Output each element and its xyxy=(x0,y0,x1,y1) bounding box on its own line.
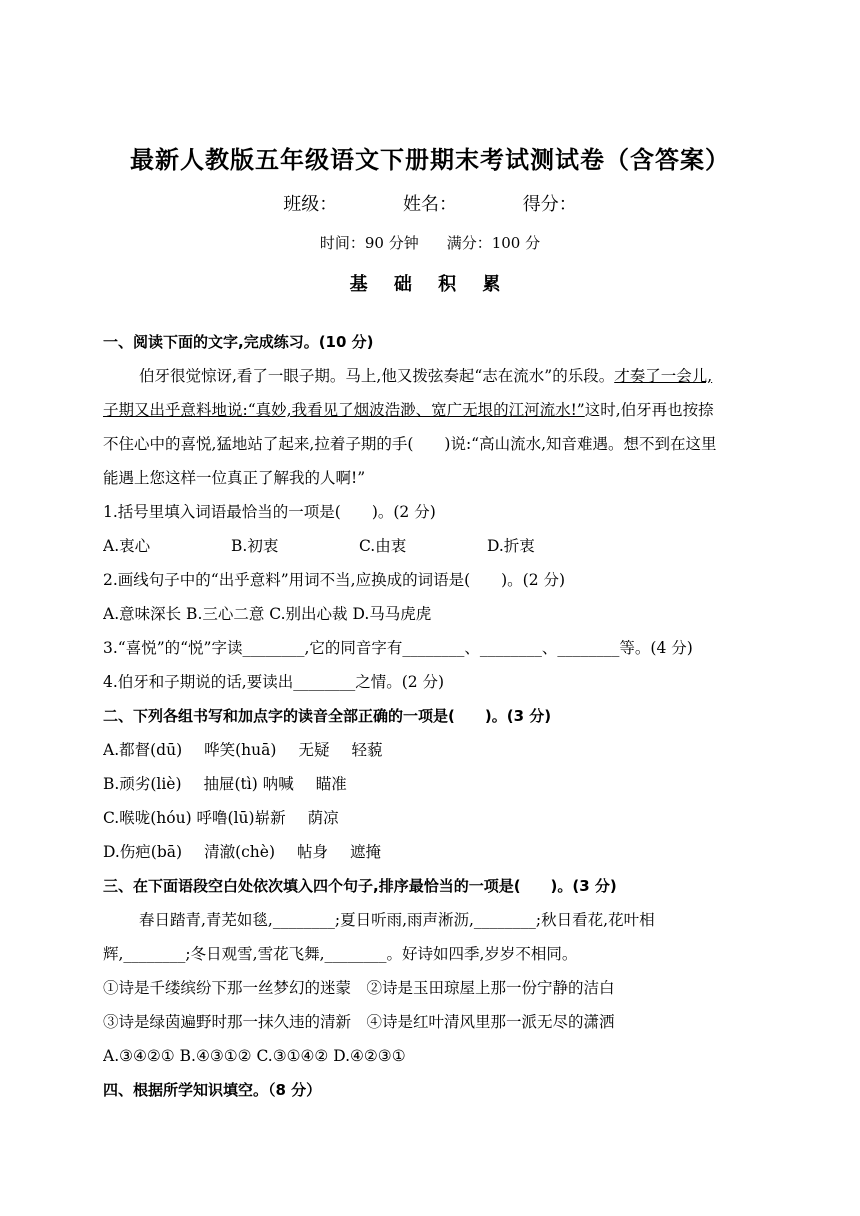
underlined-sentence: 子期又出乎意料地说:“真妙,我看见了烟波浩渺、宽广无垠的江河流水!” xyxy=(103,401,585,419)
question-3-passage-1: 春日踏青,青芜如毯,________;夏日听雨,雨声淅沥,________;秋日看花,花叶相 xyxy=(139,911,655,929)
option-b: B.初衷 xyxy=(231,537,279,555)
sub-question-1-options xyxy=(103,532,779,566)
sub-question-2: 2.画线句子中的“出乎意料”用词不当,应换成的词语是( )。(2 分) xyxy=(103,571,566,589)
question-2-option-c: C.喉咙(hóu) 呼噜(lū)崭新 荫凉 xyxy=(103,809,339,827)
question-3-passage-2: 辉,________;冬日观雪,雪花飞舞,________。好诗如四季,岁岁不相同。 xyxy=(103,945,578,963)
question-3-sentences-1: ①诗是千缕缤纷下那一丝梦幻的迷蒙 ②诗是玉田琼屋上那一份宁静的洁白 xyxy=(103,979,615,997)
questions xyxy=(103,328,779,1110)
question-1-heading: 一、阅读下面的文字,完成练习。(10 分) xyxy=(103,333,374,351)
score-label: 得分： xyxy=(522,194,577,215)
class-label: 班级： xyxy=(283,194,338,215)
question-2-option-b: B.顽劣(liè) 抽屉(tì) 呐喊 瞄准 xyxy=(103,775,347,793)
page-title: 最新人教版五年级语文下册期末考试测试卷（含答案） xyxy=(130,146,730,174)
question-3-sentences-2: ③诗是绿茵遍野时那一抹久违的清新 ④诗是红叶清风里那一派无尽的潇洒 xyxy=(103,1013,615,1031)
question-3-heading: 三、在下面语段空白处依次填入四个句子,排序最恰当的一项是( )。(3 分) xyxy=(103,877,617,895)
full-score-text: 满分：100 分 xyxy=(446,234,541,252)
exam-time-info xyxy=(0,232,860,253)
sub-question-2-options: A.意味深长 B.三心二意 C.别出心裁 D.马马虎虎 xyxy=(103,605,432,623)
option-a: A.衷心 xyxy=(103,537,151,555)
question-3-options: A.③④②① B.④③①② C.③①④② D.④②③① xyxy=(103,1047,406,1065)
option-d: D.折衷 xyxy=(487,537,535,555)
section-title: 基 础 积 累 xyxy=(349,274,511,295)
sub-question-1: 1.括号里填入词语最恰当的一项是( )。(2 分) xyxy=(103,503,436,521)
passage-line-3: 不住心中的喜悦,猛地站了起来,拉着子期的手( )说:“高山流水,知音难遇。想不到在这里 xyxy=(103,435,717,453)
passage-line-1: 伯牙很觉惊讶,看了一眼子期。马上,他又拨弦奏起“志在流水”的乐段。才奏了一会儿, xyxy=(139,367,713,385)
duration-text: 时间：90 分钟 xyxy=(319,234,419,252)
name-label: 姓名： xyxy=(403,194,457,215)
question-2-option-d: D.伤疤(bā) 清澈(chè) 帖身 遮掩 xyxy=(103,843,382,861)
sub-question-4: 4.伯牙和子期说的话,要读出________之情。(2 分) xyxy=(103,673,445,691)
question-2-heading: 二、下列各组书写和加点字的读音全部正确的一项是( )。(3 分) xyxy=(103,707,552,725)
passage-line-4: 能遇上您这样一位真正了解我的人啊!” xyxy=(103,469,366,487)
sub-question-3: 3.“喜悦”的“悦”字读________,它的同音字有________、________、________等。(4 分) xyxy=(103,639,693,657)
passage-line-2: 子期又出乎意料地说:“真妙,我看见了烟波浩渺、宽广无垠的江河流水!”这时,伯牙再也按捺 xyxy=(103,401,714,419)
question-2-option-a: A.都督(dū) 哗笑(huā) 无疑 轻藐 xyxy=(103,741,383,759)
student-info xyxy=(0,190,860,216)
underlined-sentence: 才奏了一会儿, xyxy=(614,367,713,385)
option-c: C.由衷 xyxy=(359,537,407,555)
question-4-heading: 四、根据所学知识填空。（8 分） xyxy=(103,1081,322,1099)
